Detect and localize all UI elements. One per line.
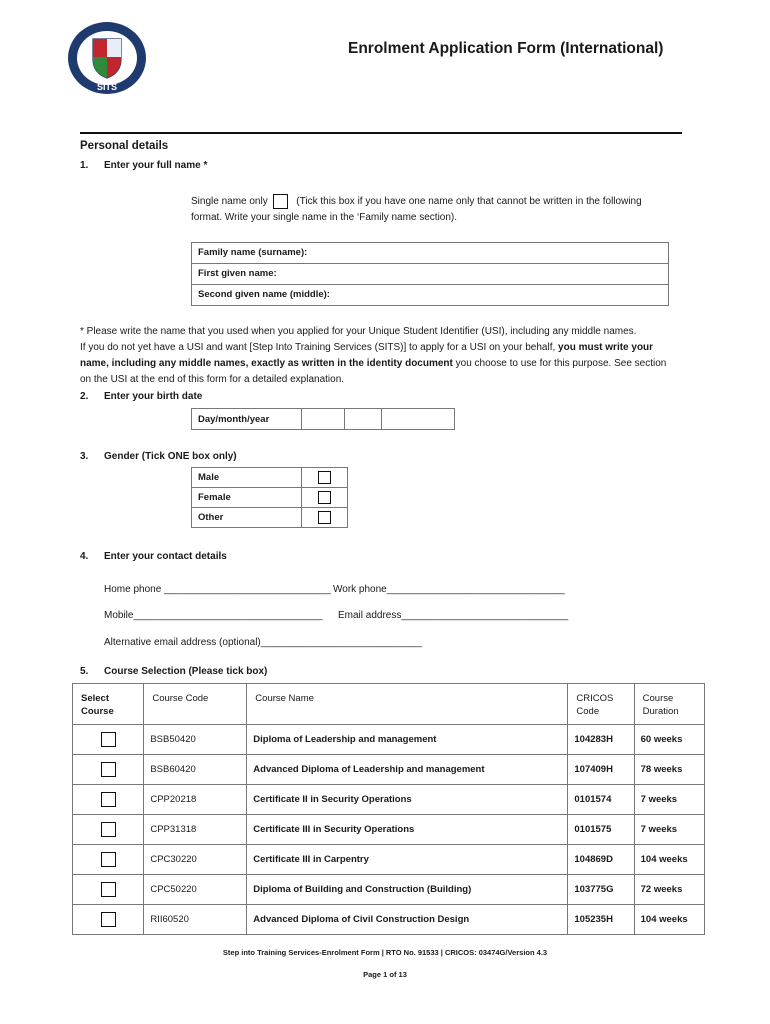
course-code: CPC50220 [144, 875, 247, 905]
course-row [73, 875, 705, 905]
usi-note-line2: If you do not yet have a USI and want [Step Into Training Services (SITS)] to apply for a USI on your behalf, you must write your [80, 342, 654, 353]
course-code: CPC30220 [144, 845, 247, 875]
title-divider [80, 132, 682, 134]
home-phone-field[interactable]: Home phone ______________________________ [104, 584, 331, 595]
course-code: CPP31318 [144, 815, 247, 845]
q1-label: Enter your full name * [104, 160, 208, 171]
course-name: Certificate II in Security Operations [247, 785, 568, 815]
course-name: Diploma of Building and Construction (Building) [247, 875, 568, 905]
gender-male-checkbox[interactable] [318, 471, 331, 484]
gender-female-checkbox[interactable] [318, 491, 331, 504]
course-duration: 7 weeks [634, 785, 704, 815]
q3-number: 3. [80, 451, 89, 462]
header-select-course: Select Course [73, 684, 144, 725]
course-select-checkbox[interactable] [101, 822, 116, 837]
cricos-code: 103775G [568, 875, 634, 905]
cricos-code: 0101575 [568, 815, 634, 845]
birth-date-table [191, 408, 455, 430]
usi-note-line1: * Please write the name that you used when you applied for your Unique Student Identifier (USI), including any middle names. [80, 326, 637, 337]
birth-month-field[interactable] [345, 409, 382, 430]
cricos-code: 104283H [568, 725, 634, 755]
course-name: Certificate III in Carpentry [247, 845, 568, 875]
course-select-checkbox[interactable] [101, 732, 116, 747]
header-course-duration: Course Duration [634, 684, 704, 725]
q4-number: 4. [80, 551, 89, 562]
single-name-row [191, 194, 642, 210]
first-given-name-field[interactable]: First given name: [192, 264, 668, 285]
header-course-name: Course Name [247, 684, 568, 725]
usi-note-line3: name, including any middle names, exactly as written in the identity document you choose to use for this purpose. See section [80, 358, 667, 369]
header-cricos-code: CRICOS Code [568, 684, 634, 725]
cricos-code: 105235H [568, 905, 634, 935]
mobile-field[interactable]: Mobile__________________________________ [104, 610, 323, 621]
course-row [73, 845, 705, 875]
course-table [72, 683, 705, 935]
gender-other-checkbox[interactable] [318, 511, 331, 524]
course-duration: 60 weeks [634, 725, 704, 755]
logo-text: SITS [96, 82, 118, 92]
usi-note [80, 324, 690, 388]
cricos-code: 0101574 [568, 785, 634, 815]
gender-male-label: Male [192, 468, 302, 488]
course-select-checkbox[interactable] [101, 762, 116, 777]
q1-number: 1. [80, 160, 89, 171]
section-title-personal: Personal details [80, 140, 169, 152]
family-name-field[interactable]: Family name (surname): [192, 243, 668, 264]
q4-label: Enter your contact details [104, 551, 227, 562]
email-field[interactable]: Email address______________________________ [338, 610, 569, 621]
gender-table [191, 467, 348, 528]
header-course-code: Course Code [144, 684, 247, 725]
course-select-checkbox[interactable] [101, 792, 116, 807]
page-title: Enrolment Application Form (International) [348, 40, 664, 57]
course-duration: 72 weeks [634, 875, 704, 905]
course-name: Advanced Diploma of Leadership and management [247, 755, 568, 785]
course-name: Certificate III in Security Operations [247, 815, 568, 845]
q2-label: Enter your birth date [104, 391, 203, 402]
single-name-label: Single name only [191, 196, 268, 208]
course-code: RII60520 [144, 905, 247, 935]
full-name-table [191, 242, 669, 306]
course-row [73, 785, 705, 815]
course-name: Advanced Diploma of Civil Construction Design [247, 905, 568, 935]
q5-number: 5. [80, 666, 89, 677]
course-duration: 104 weeks [634, 845, 704, 875]
birth-date-label: Day/month/year [192, 409, 302, 430]
page-number: Page 1 of 13 [363, 970, 407, 979]
course-table-header [73, 684, 705, 725]
course-select-checkbox[interactable] [101, 912, 116, 927]
q5-label: Course Selection (Please tick box) [104, 666, 268, 677]
single-name-help-line1: (Tick this box if you have one name only that cannot be written in the following [296, 196, 642, 208]
course-row [73, 725, 705, 755]
course-duration: 7 weeks [634, 815, 704, 845]
course-name: Diploma of Leadership and management [247, 725, 568, 755]
cricos-code: 104869D [568, 845, 634, 875]
alt-email-field[interactable]: Alternative email address (optional)_____________________________ [104, 637, 423, 648]
gender-other-label: Other [192, 508, 302, 528]
single-name-help-line2: format. Write your single name in the ‘Family name section). [191, 212, 458, 223]
sits-logo [66, 20, 148, 96]
course-select-checkbox[interactable] [101, 882, 116, 897]
course-duration: 104 weeks [634, 905, 704, 935]
course-row [73, 755, 705, 785]
q2-number: 2. [80, 391, 89, 402]
second-given-name-field[interactable]: Second given name (middle): [198, 289, 330, 300]
cricos-code: 107409H [568, 755, 634, 785]
course-duration: 78 weeks [634, 755, 704, 785]
course-select-checkbox[interactable] [101, 852, 116, 867]
course-code: BSB60420 [144, 755, 247, 785]
gender-female-label: Female [192, 488, 302, 508]
q3-label: Gender (Tick ONE box only) [104, 451, 237, 462]
work-phone-field[interactable]: Work phone________________________________ [333, 584, 565, 595]
course-code: CPP20218 [144, 785, 247, 815]
course-code: BSB50420 [144, 725, 247, 755]
course-row [73, 905, 705, 935]
birth-year-field[interactable] [382, 409, 455, 430]
usi-note-line4: on the USI at the end of this form for a detailed explanation. [80, 374, 345, 385]
single-name-checkbox[interactable] [273, 194, 288, 209]
course-row [73, 815, 705, 845]
birth-day-field[interactable] [302, 409, 345, 430]
footer-info: Step into Training Services-Enrolment Form | RTO No. 91533 | CRICOS: 03474G/Version 4.3 [222, 948, 548, 957]
